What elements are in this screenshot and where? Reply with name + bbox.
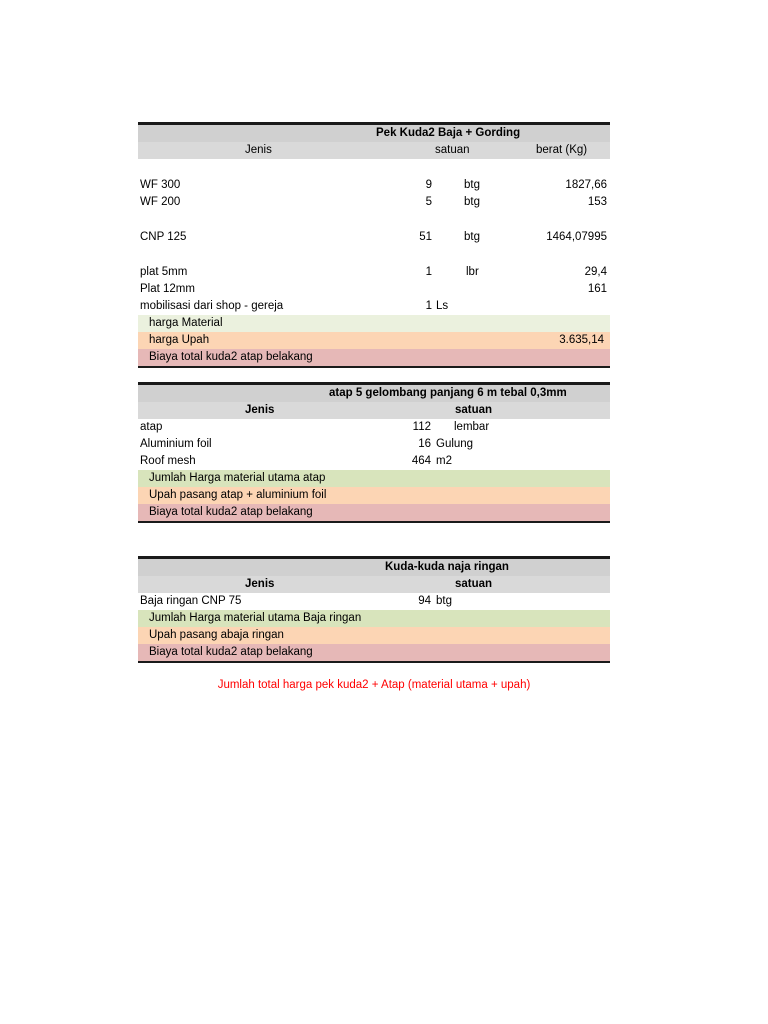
header-jenis: Jenis bbox=[245, 578, 275, 590]
summary-row-upah bbox=[138, 627, 610, 644]
cell-unit: Gulung bbox=[436, 438, 474, 450]
cell-jenis: mobilisasi dari shop - gereja bbox=[140, 300, 284, 312]
cell-qty: 5 bbox=[425, 196, 432, 208]
cell-qty: 51 bbox=[419, 231, 432, 243]
summary-label: Biaya total kuda2 atap belakang bbox=[149, 506, 313, 518]
cell-unit: btg bbox=[436, 595, 452, 607]
cell-qty: 9 bbox=[425, 179, 432, 191]
table-header-row bbox=[138, 402, 610, 419]
cell-jenis: atap bbox=[140, 421, 163, 433]
header-satuan: satuan bbox=[455, 404, 493, 416]
cell-berat: 153 bbox=[587, 196, 607, 208]
header-jenis: Jenis bbox=[245, 404, 275, 416]
table-title-row bbox=[138, 125, 610, 142]
cell-unit: btg bbox=[464, 196, 480, 208]
summary-label: Jumlah Harga material utama atap bbox=[149, 472, 326, 484]
cell-unit: m2 bbox=[436, 455, 452, 467]
cell-unit: btg bbox=[464, 179, 480, 191]
cell-berat: 1827,66 bbox=[565, 179, 607, 191]
summary-row-material bbox=[138, 610, 610, 627]
table-row bbox=[138, 177, 610, 194]
cell-unit: btg bbox=[464, 231, 480, 243]
cell-unit: Ls bbox=[436, 300, 449, 312]
cell-jenis: Roof mesh bbox=[140, 455, 196, 467]
table-row bbox=[138, 419, 610, 436]
cell-qty: 94 bbox=[418, 595, 431, 607]
spacer-row bbox=[138, 159, 610, 177]
summary-label: Biaya total kuda2 atap belakang bbox=[149, 646, 313, 658]
summary-label: Upah pasang abaja ringan bbox=[149, 629, 284, 641]
cell-jenis: Plat 12mm bbox=[140, 283, 195, 295]
cell-jenis: Baja ringan CNP 75 bbox=[140, 595, 242, 607]
table-row bbox=[138, 194, 610, 211]
cell-unit: lembar bbox=[454, 421, 490, 433]
spacer-row bbox=[138, 211, 610, 229]
summary-row-upah bbox=[138, 332, 610, 349]
summary-label: Upah pasang atap + aluminium foil bbox=[149, 489, 327, 501]
spacer-row bbox=[138, 246, 610, 264]
summary-row-total bbox=[138, 504, 610, 521]
cell-jenis: WF 200 bbox=[140, 196, 181, 208]
header-satuan: satuan bbox=[435, 144, 470, 156]
summary-label: Jumlah Harga material utama Baja ringan bbox=[149, 612, 362, 624]
table-row bbox=[138, 436, 610, 453]
summary-row-total bbox=[138, 349, 610, 366]
cell-jenis: CNP 125 bbox=[140, 231, 187, 243]
summary-label: harga Material bbox=[149, 317, 223, 329]
table-row bbox=[138, 281, 610, 298]
cell-qty: 1 bbox=[425, 300, 432, 312]
table-row bbox=[138, 229, 610, 246]
summary-value: 3.635,14 bbox=[559, 334, 604, 346]
summary-label: harga Upah bbox=[149, 334, 210, 346]
header-jenis: Jenis bbox=[245, 144, 272, 156]
table-kuda-kuda-ringan bbox=[138, 556, 610, 663]
table-title-row bbox=[138, 559, 610, 576]
header-berat: berat (Kg) bbox=[536, 144, 588, 156]
table-title: Pek Kuda2 Baja + Gording bbox=[376, 127, 521, 139]
table-row bbox=[138, 453, 610, 470]
table-title: Kuda-kuda naja ringan bbox=[385, 561, 509, 573]
cell-qty: 112 bbox=[412, 421, 431, 433]
table-pek-kuda2-baja bbox=[138, 122, 610, 368]
summary-row-upah bbox=[138, 487, 610, 504]
summary-row-material bbox=[138, 315, 610, 332]
cell-jenis: WF 300 bbox=[140, 179, 181, 191]
table-header-row bbox=[138, 142, 610, 159]
table-atap bbox=[138, 382, 610, 523]
table-title: atap 5 gelombang panjang 6 m tebal 0,3mm bbox=[329, 387, 567, 399]
table-header-row bbox=[138, 576, 610, 593]
cell-berat: 161 bbox=[587, 283, 607, 295]
cell-qty: 16 bbox=[418, 438, 431, 450]
summary-row-total bbox=[138, 644, 610, 661]
summary-row-material bbox=[138, 470, 610, 487]
cell-berat: 1464,07995 bbox=[546, 231, 607, 243]
table-row bbox=[138, 593, 610, 610]
cell-qty: 464 bbox=[411, 455, 431, 467]
cell-jenis: Aluminium foil bbox=[140, 438, 212, 450]
summary-label: Biaya total kuda2 atap belakang bbox=[149, 351, 313, 363]
table-row bbox=[138, 264, 610, 281]
cell-qty: 1 bbox=[425, 266, 432, 278]
cell-berat: 29,4 bbox=[584, 266, 607, 278]
cell-unit: lbr bbox=[466, 266, 479, 278]
table-row bbox=[138, 298, 610, 315]
header-satuan: satuan bbox=[455, 578, 493, 590]
cell-jenis: plat 5mm bbox=[140, 266, 188, 278]
grand-total-note: Jumlah total harga pek kuda2 + Atap (material utama + upah) bbox=[217, 679, 531, 691]
table-title-row bbox=[138, 385, 610, 402]
